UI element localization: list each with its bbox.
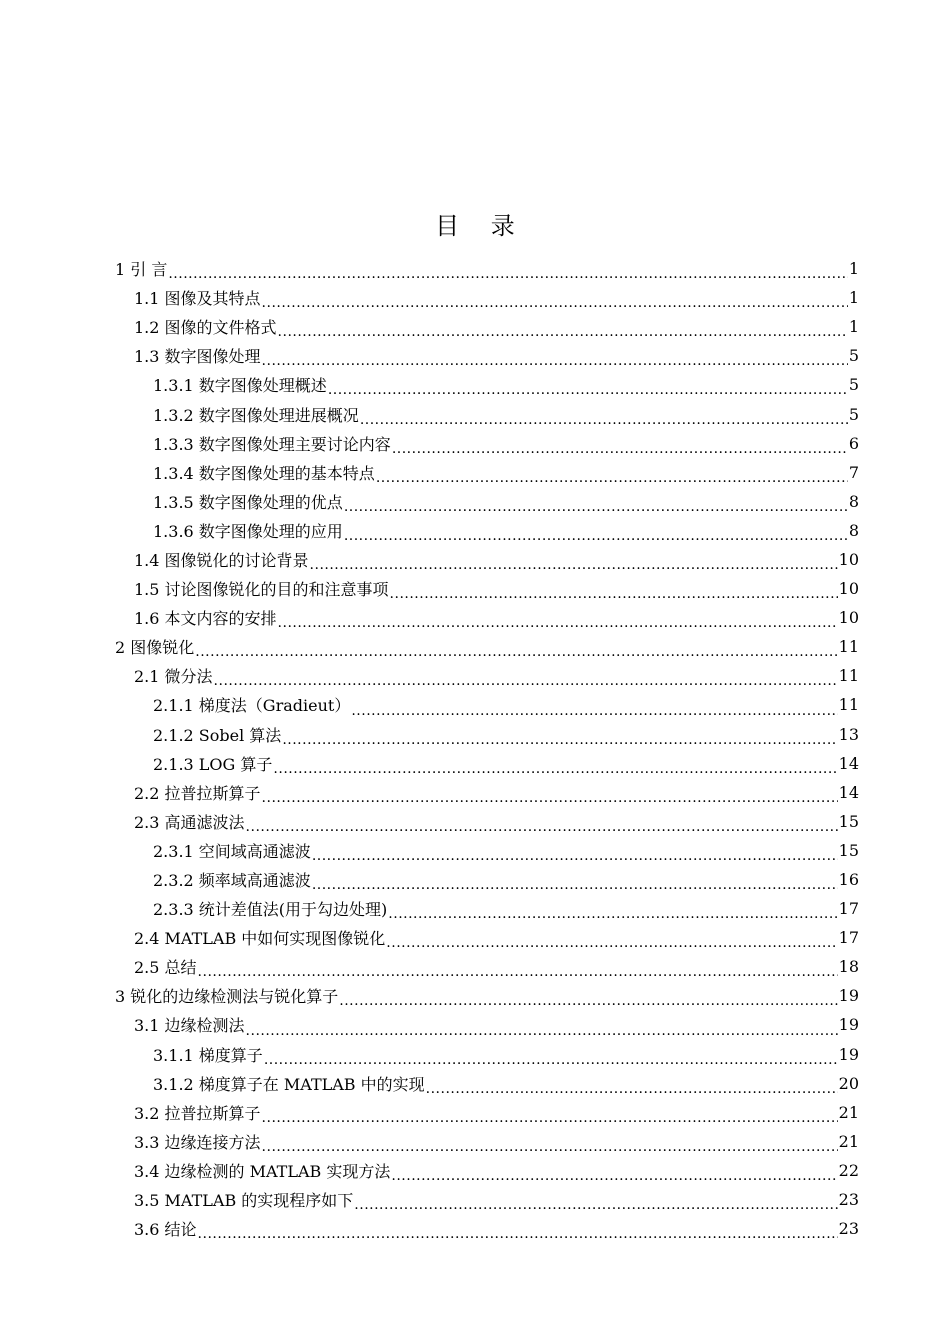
toc-entry-label: 1 引 言 [115,260,168,280]
toc-entry[interactable] [0,487,950,516]
toc-entry-page-number: 19 [838,986,859,1006]
toc-dot-leader [198,963,838,981]
toc-entry-page-number: 5 [848,346,859,366]
toc-entry-label: 2.3.3 统计差值法(用于勾边处理) [153,900,388,920]
toc-dot-leader [262,1138,838,1156]
toc-dot-leader [312,876,838,894]
toc-entry-label: 1.2 图像的文件格式 [134,318,277,338]
toc-entry-page-number: 20 [838,1073,859,1093]
toc-entry-label: 1.3.4 数字图像处理的基本特点 [153,463,375,483]
toc-entry-label: 1.3.3 数字图像处理主要讨论内容 [153,434,391,454]
toc-dot-leader [312,847,838,865]
toc-entry-label: 3.5 MATLAB 的实现程序如下 [134,1191,354,1211]
toc-entry-label: 2.4 MATLAB 中如何实现图像锐化 [134,929,386,949]
toc-entry-label: 3.1 边缘检测法 [134,1016,245,1036]
toc-entry[interactable] [0,923,950,952]
toc-entry[interactable] [0,458,950,487]
toc-entry-label: 2.3.2 频率域高通滤波 [153,871,311,891]
toc-entry-label: 3.4 边缘检测的 MATLAB 实现方法 [134,1161,391,1181]
toc-dot-leader [168,265,847,283]
toc-entry-page-number: 11 [838,637,859,657]
toc-entry[interactable] [0,836,950,865]
toc-entry[interactable] [0,429,950,458]
toc-entry-page-number: 6 [848,433,859,453]
toc-title: 目 录 [435,212,527,240]
toc-entry-page-number: 14 [838,782,859,802]
toc-dot-leader [388,905,837,923]
toc-entry-label: 3.3 边缘连接方法 [134,1132,261,1152]
toc-entry[interactable] [0,574,950,603]
toc-entry-page-number: 1 [848,317,859,337]
toc-entry[interactable] [0,545,950,574]
toc-entry-label: 2.3 高通滤波法 [134,812,245,832]
toc-dot-leader [376,469,848,487]
toc-entry-label: 2.5 总结 [134,958,197,978]
toc-entry[interactable] [0,807,950,836]
toc-entry-label: 1.6 本文内容的安排 [134,609,277,629]
toc-entry-page-number: 21 [838,1131,859,1151]
toc-entry[interactable] [0,399,950,428]
toc-entry[interactable] [0,1098,950,1127]
toc-entry-page-number: 10 [838,549,859,569]
toc-entry[interactable] [0,1156,950,1185]
toc-entry-page-number: 23 [838,1219,859,1239]
toc-entry-page-number: 7 [848,462,859,482]
toc-entry-page-number: 5 [848,375,859,395]
toc-dot-leader [195,643,837,661]
toc-entry-page-number: 15 [838,811,859,831]
toc-entry-label: 3.1.2 梯度算子在 MATLAB 中的实现 [153,1074,425,1094]
toc-dot-leader [344,498,848,516]
toc-entry-page-number: 1 [848,259,859,279]
toc-entry-label: 3 锐化的边缘检测法与锐化算子 [115,987,339,1007]
toc-entry[interactable] [0,1214,950,1243]
toc-dot-leader [354,1196,837,1214]
toc-entry[interactable] [0,690,950,719]
toc-entry-page-number: 23 [838,1190,859,1210]
toc-entry[interactable] [0,516,950,545]
toc-entry-page-number: 13 [838,724,859,744]
toc-dot-leader [392,440,848,458]
toc-entry-label: 3.1.1 梯度算子 [153,1045,263,1065]
toc-entry-page-number: 1 [848,288,859,308]
toc-entry-label: 3.6 结论 [134,1220,197,1240]
toc-entry[interactable] [0,720,950,749]
toc-entry-label: 2.1.2 Sobel 算法 [153,725,282,745]
toc-entry-page-number: 18 [838,957,859,977]
toc-entry-page-number: 17 [838,928,859,948]
toc-entry[interactable] [0,1127,950,1156]
toc-entry-page-number: 8 [848,491,859,511]
toc-dot-leader [262,789,838,807]
toc-entry-label: 2.1.3 LOG 算子 [153,754,273,774]
toc-entry-label: 1.3.5 数字图像处理的优点 [153,492,343,512]
toc-entry-page-number: 22 [838,1160,859,1180]
toc-entry-label: 1.5 讨论图像锐化的目的和注意事项 [134,580,389,600]
toc-dot-leader [310,556,838,574]
toc-entry[interactable] [0,341,950,370]
toc-entry[interactable] [0,254,950,283]
toc-dot-leader [262,1109,838,1127]
toc-entry[interactable] [0,1010,950,1039]
toc-entry[interactable] [0,632,950,661]
toc-dot-leader [273,760,837,778]
toc-entry-label: 3.2 拉普拉斯算子 [134,1103,261,1123]
toc-entry-page-number: 15 [838,840,859,860]
toc-dot-leader [262,294,848,312]
toc-dot-leader [282,731,837,749]
toc-dot-leader [386,934,837,952]
toc-entry-page-number: 11 [838,695,859,715]
toc-entry[interactable] [0,1069,950,1098]
toc-dot-leader [262,352,848,370]
toc-entry[interactable] [0,952,950,981]
toc-entry-label: 2.2 拉普拉斯算子 [134,783,261,803]
toc-entry-page-number: 8 [848,520,859,540]
toc-dot-leader [344,527,848,545]
toc-entry-page-number: 21 [838,1102,859,1122]
toc-entry-page-number: 16 [838,870,859,890]
toc-entry-page-number: 19 [838,1015,859,1035]
toc-entry[interactable] [0,370,950,399]
toc-dot-leader [278,323,848,341]
toc-entry-page-number: 14 [838,753,859,773]
toc-dot-leader [328,381,848,399]
toc-entry-label: 2.1 微分法 [134,667,213,687]
toc-dot-leader [198,1225,838,1243]
toc-entry[interactable] [0,865,950,894]
toc-dot-leader [426,1080,838,1098]
toc-entry-label: 1.1 图像及其特点 [134,289,261,309]
toc-entry[interactable] [0,1040,950,1069]
toc-entry[interactable] [0,778,950,807]
toc-dot-leader [391,1167,837,1185]
toc-entry-label: 1.3.6 数字图像处理的应用 [153,521,343,541]
toc-dot-leader [360,411,848,429]
toc-list [0,254,950,1243]
toc-entry[interactable] [0,603,950,632]
toc-entry-label: 2.1.1 梯度法（Gradieut） [153,696,351,716]
toc-entry[interactable] [0,661,950,690]
toc-dot-leader [351,702,837,720]
toc-dot-leader [264,1051,838,1069]
toc-entry[interactable] [0,283,950,312]
toc-entry-page-number: 10 [838,579,859,599]
toc-entry[interactable] [0,749,950,778]
toc-entry-page-number: 17 [838,899,859,919]
toc-entry[interactable] [0,981,950,1010]
toc-entry-page-number: 11 [838,666,859,686]
toc-entry-label: 1.3.2 数字图像处理进展概况 [153,405,359,425]
toc-entry[interactable] [0,1185,950,1214]
toc-entry[interactable] [0,312,950,341]
toc-entry-label: 1.4 图像锐化的讨论背景 [134,550,309,570]
toc-entry-page-number: 5 [848,404,859,424]
toc-entry-page-number: 10 [838,608,859,628]
toc-entry-label: 2 图像锐化 [115,638,195,658]
toc-entry[interactable] [0,894,950,923]
toc-entry-label: 1.3 数字图像处理 [134,347,261,367]
toc-entry-page-number: 19 [838,1044,859,1064]
toc-dot-leader [390,585,838,603]
toc-dot-leader [246,818,838,836]
toc-entry-label: 2.3.1 空间域高通滤波 [153,841,311,861]
toc-dot-leader [214,672,838,690]
toc-dot-leader [246,1022,838,1040]
toc-entry-label: 1.3.1 数字图像处理概述 [153,376,327,396]
toc-dot-leader [278,614,838,632]
toc-dot-leader [339,992,837,1010]
